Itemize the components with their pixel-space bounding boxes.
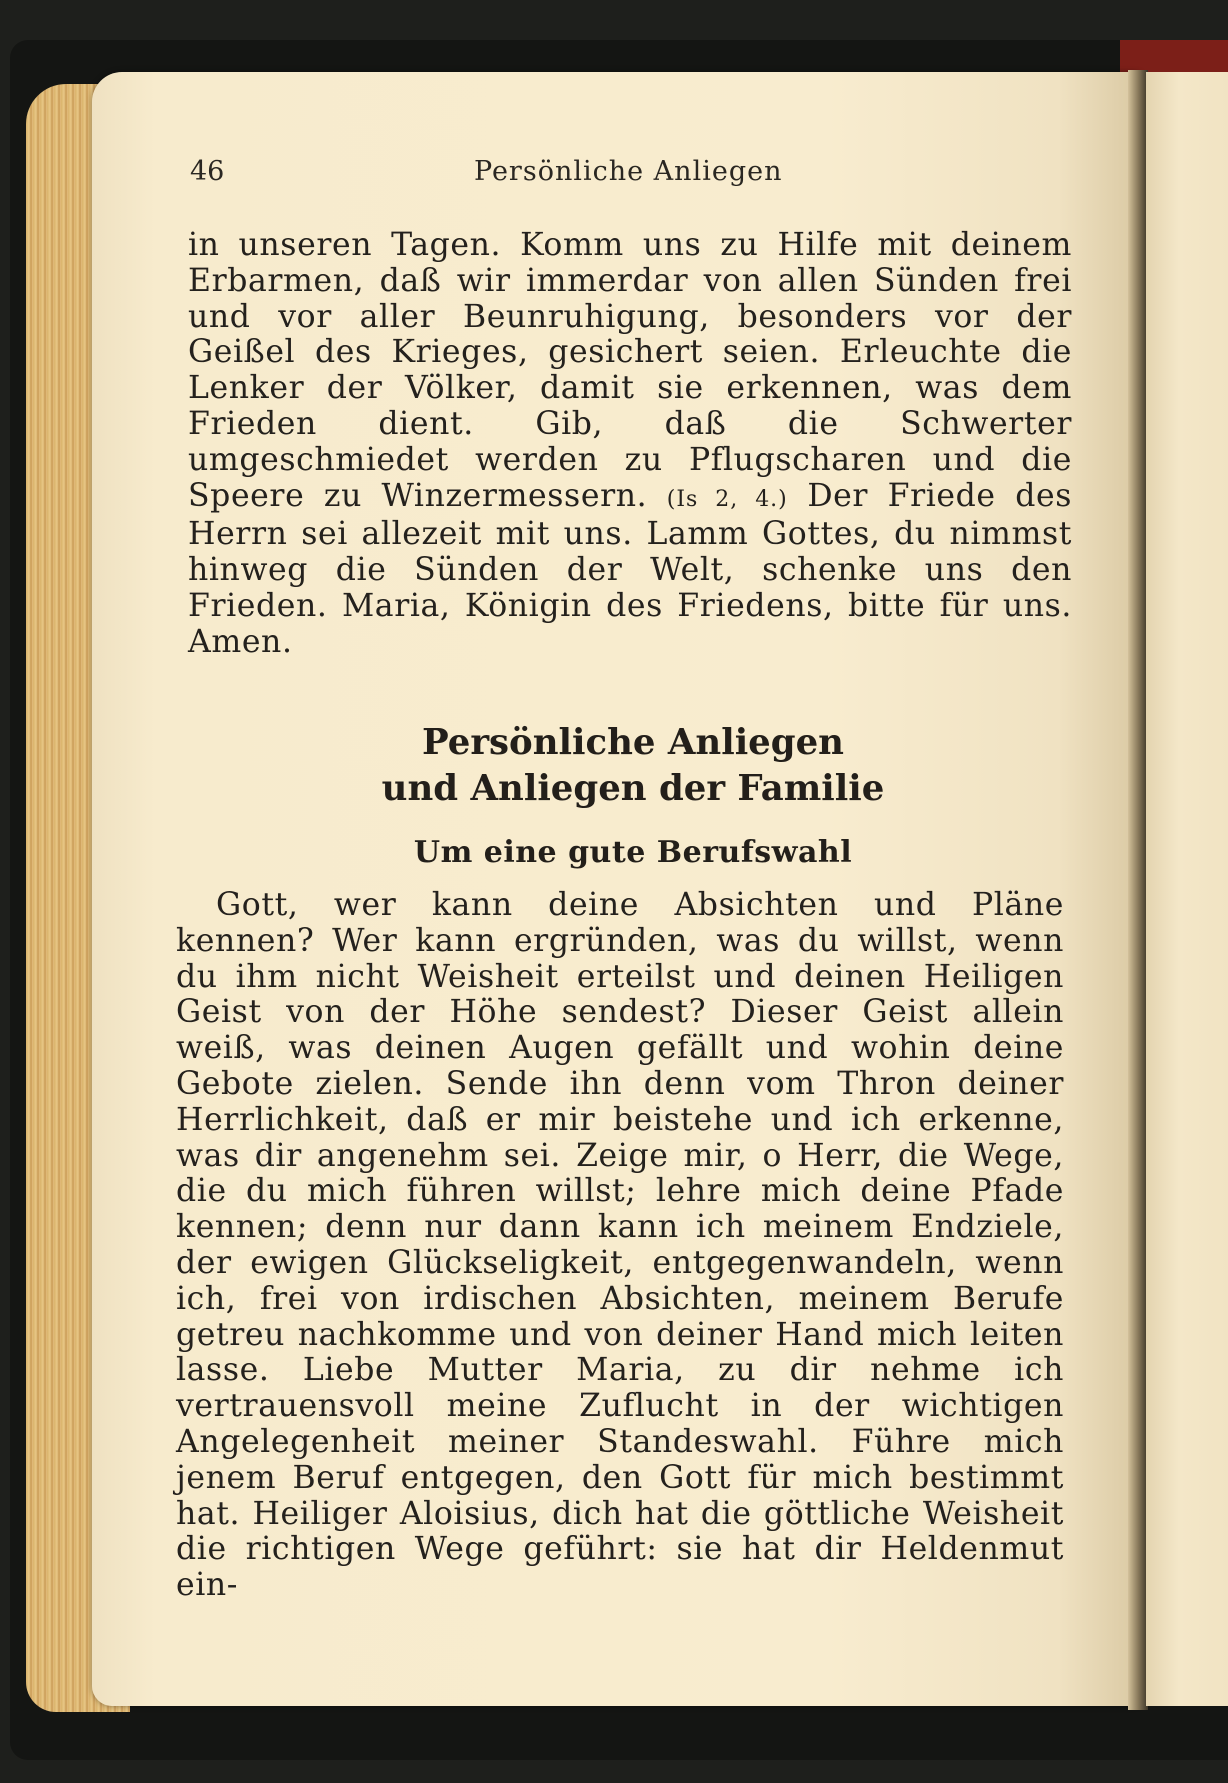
page-number: 46 — [190, 156, 225, 187]
facing-page-edge — [1146, 72, 1228, 1706]
scripture-reference: (Is 2, 4.) — [666, 486, 788, 512]
prayer-paragraph — [176, 888, 1064, 1604]
book-gutter — [1128, 70, 1148, 1710]
paragraph-text: Der Friede des Herrn sei allezeit mit uns. Lamm Gottes, du nimmst hinweg die Sünden der Welt, schenke uns den Frieden. Maria, Königin des Friedens, bitte für uns. Amen. — [188, 477, 1072, 660]
running-title: Persönliche Anliegen — [474, 156, 783, 187]
paragraph-text: Gott, wer kann deine Absichten und Pläne kennen? Wer kann ergründen, was du willst, wenn du ihm nicht Weisheit erteilst und deinen Heiligen Geist von der Höhe sendest? Dieser Geist allein weiß, was deinen Augen gefällt und wohin deine Gebote zielen. Sende ihn denn vom Thron deiner Herrlichkeit, daß er mir beistehe und ich erkenne, was dir angenehm sei. Zeige mir, o Herr, die Wege, die du mich führen willst; lehre mich deine Pfade kennen; denn nur dann kann ich meinem Endziele, der ewigen Glückseligkeit, entgegenwandeln, wenn ich, frei von irdischen Absichten, meinem Berufe getreu nachkomme und von deiner Hand mich leiten lasse. Liebe Mutter Maria, zu dir nehme ich vertrauensvoll meine Zuflucht in der wichtigen Angelegenheit meiner Standeswahl. Führe mich jenem Beruf entgegen, den Gott für mich bestimmt hat. Heiliger Aloisius, dich hat die göttliche Weisheit die richtigen Wege geführt: sie hat dir Heldenmut ein- — [176, 887, 1064, 1604]
section-heading-line: und Anliegen der Familie — [381, 768, 885, 809]
section-heading-line: Persönliche Anliegen — [422, 722, 844, 763]
top-paragraph — [188, 228, 1072, 661]
prayer-title: Um eine gute Berufswahl — [413, 835, 853, 870]
paragraph-text: in unseren Tagen. Komm uns zu Hilfe mit deinem Erbarmen, daß wir immerdar von allen Sünden frei und vor aller Beunruhigung, besonders vor der Geißel des Krieges, gesichert seien. Erleuchte die Lenker der Völker, damit sie erkennen, was dem Frieden dient. Gib, daß die Schwerter umgeschmiedet werden zu Pflugscharen und die Speere zu Winzermessern. — [188, 227, 1072, 514]
page-header — [190, 156, 1070, 196]
section-heading — [176, 720, 1090, 812]
